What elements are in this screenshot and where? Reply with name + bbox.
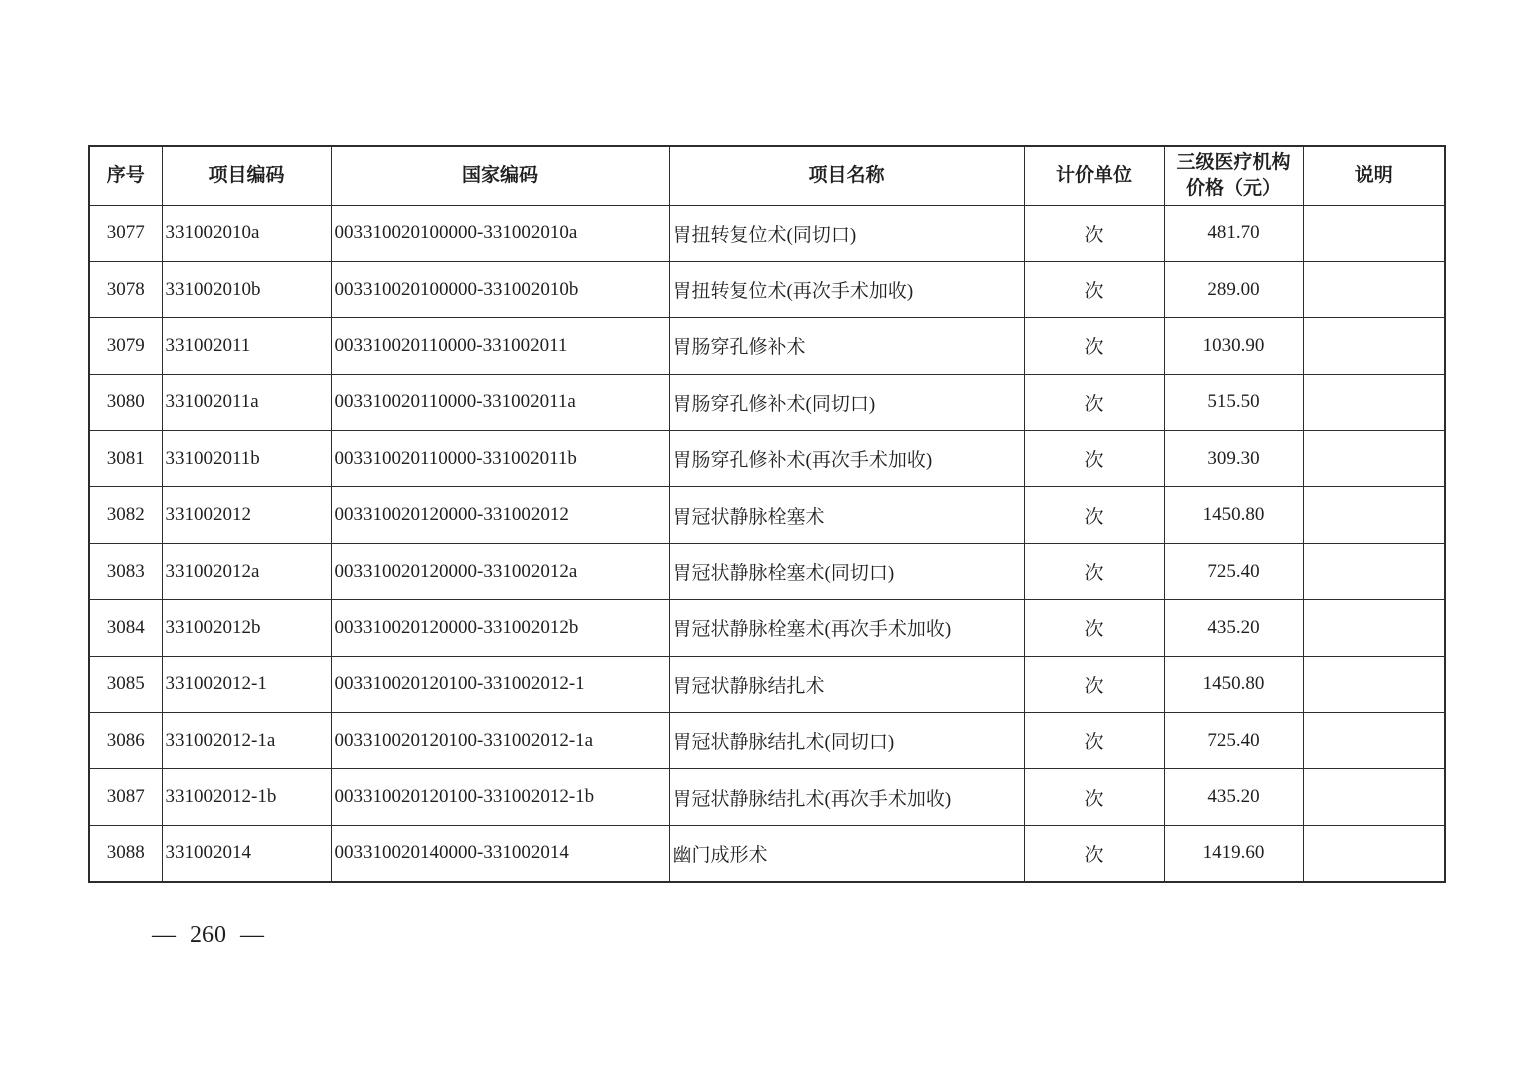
cell-seq: 3087 xyxy=(89,769,162,825)
cell-unit: 次 xyxy=(1024,318,1164,374)
cell-national-code: 003310020120000-331002012b xyxy=(331,600,669,656)
cell-item-code: 331002012-1 xyxy=(162,656,331,712)
cell-national-code: 003310020100000-331002010b xyxy=(331,261,669,317)
table-row xyxy=(89,543,1445,599)
cell-note xyxy=(1303,713,1445,769)
cell-item-name: 胃肠穿孔修补术(再次手术加收) xyxy=(669,431,1024,487)
cell-note xyxy=(1303,374,1445,430)
table-row xyxy=(89,487,1445,543)
cell-note xyxy=(1303,769,1445,825)
cell-note xyxy=(1303,600,1445,656)
cell-item-code: 331002012-1b xyxy=(162,769,331,825)
cell-note xyxy=(1303,205,1445,261)
cell-national-code: 003310020120100-331002012-1 xyxy=(331,656,669,712)
table-row xyxy=(89,318,1445,374)
table-row xyxy=(89,205,1445,261)
cell-item-code: 331002011 xyxy=(162,318,331,374)
cell-seq: 3080 xyxy=(89,374,162,430)
cell-item-name: 胃冠状静脉栓塞术 xyxy=(669,487,1024,543)
table-header-row xyxy=(89,146,1445,205)
cell-national-code: 003310020120000-331002012a xyxy=(331,543,669,599)
cell-unit: 次 xyxy=(1024,769,1164,825)
cell-unit: 次 xyxy=(1024,261,1164,317)
cell-unit: 次 xyxy=(1024,205,1164,261)
cell-note xyxy=(1303,318,1445,374)
cell-price: 481.70 xyxy=(1164,205,1303,261)
col-header-item-name: 项目名称 xyxy=(669,146,1024,205)
cell-seq: 3077 xyxy=(89,205,162,261)
cell-price: 1450.80 xyxy=(1164,656,1303,712)
cell-item-name: 胃肠穿孔修补术(同切口) xyxy=(669,374,1024,430)
table-row xyxy=(89,713,1445,769)
cell-note xyxy=(1303,543,1445,599)
cell-seq: 3083 xyxy=(89,543,162,599)
cell-item-name: 胃冠状静脉结扎术 xyxy=(669,656,1024,712)
col-header-price-line2: 价格（元） xyxy=(1185,177,1281,199)
cell-item-name: 胃扭转复位术(再次手术加收) xyxy=(669,261,1024,317)
cell-unit: 次 xyxy=(1024,487,1164,543)
cell-unit: 次 xyxy=(1024,374,1164,430)
cell-unit: 次 xyxy=(1024,543,1164,599)
cell-price: 435.20 xyxy=(1164,600,1303,656)
cell-national-code: 003310020120100-331002012-1a xyxy=(331,713,669,769)
cell-national-code: 003310020120100-331002012-1b xyxy=(331,769,669,825)
cell-price: 1030.90 xyxy=(1164,318,1303,374)
cell-unit: 次 xyxy=(1024,431,1164,487)
col-header-national-code: 国家编码 xyxy=(331,146,669,205)
cell-national-code: 003310020120000-331002012 xyxy=(331,487,669,543)
cell-item-code: 331002011a xyxy=(162,374,331,430)
table-row xyxy=(89,600,1445,656)
cell-seq: 3079 xyxy=(89,318,162,374)
cell-item-name: 胃冠状静脉栓塞术(再次手术加收) xyxy=(669,600,1024,656)
cell-national-code: 003310020110000-331002011b xyxy=(331,431,669,487)
cell-seq: 3078 xyxy=(89,261,162,317)
table-row xyxy=(89,431,1445,487)
cell-item-code: 331002010a xyxy=(162,205,331,261)
cell-item-code: 331002012b xyxy=(162,600,331,656)
price-table xyxy=(88,145,1446,883)
cell-national-code: 003310020140000-331002014 xyxy=(331,825,669,881)
cell-seq: 3081 xyxy=(89,431,162,487)
cell-item-code: 331002012a xyxy=(162,543,331,599)
cell-unit: 次 xyxy=(1024,600,1164,656)
cell-seq: 3085 xyxy=(89,656,162,712)
table-row xyxy=(89,825,1445,881)
cell-item-code: 331002010b xyxy=(162,261,331,317)
cell-price: 1450.80 xyxy=(1164,487,1303,543)
cell-national-code: 003310020100000-331002010a xyxy=(331,205,669,261)
cell-item-name: 胃扭转复位术(同切口) xyxy=(669,205,1024,261)
col-header-note: 说明 xyxy=(1303,146,1445,205)
cell-item-code: 331002014 xyxy=(162,825,331,881)
table-row xyxy=(89,261,1445,317)
col-header-seq: 序号 xyxy=(89,146,162,205)
cell-unit: 次 xyxy=(1024,713,1164,769)
cell-price: 289.00 xyxy=(1164,261,1303,317)
cell-seq: 3082 xyxy=(89,487,162,543)
cell-price: 725.40 xyxy=(1164,713,1303,769)
cell-note xyxy=(1303,656,1445,712)
cell-price: 515.50 xyxy=(1164,374,1303,430)
col-header-price-line1: 三级医疗机构 xyxy=(1176,152,1291,174)
table-row xyxy=(89,769,1445,825)
cell-item-code: 331002012-1a xyxy=(162,713,331,769)
table-header xyxy=(89,146,1445,205)
col-header-unit: 计价单位 xyxy=(1024,146,1164,205)
cell-note xyxy=(1303,487,1445,543)
cell-seq: 3086 xyxy=(89,713,162,769)
page-number xyxy=(152,922,264,949)
table-body xyxy=(89,205,1445,882)
cell-item-name: 幽门成形术 xyxy=(669,825,1024,881)
cell-item-name: 胃冠状静脉结扎术(再次手术加收) xyxy=(669,769,1024,825)
cell-item-code: 331002012 xyxy=(162,487,331,543)
cell-seq: 3084 xyxy=(89,600,162,656)
footer-left-dash: — xyxy=(152,922,176,948)
cell-price: 309.30 xyxy=(1164,431,1303,487)
cell-item-name: 胃冠状静脉结扎术(同切口) xyxy=(669,713,1024,769)
cell-item-name: 胃肠穿孔修补术 xyxy=(669,318,1024,374)
cell-note xyxy=(1303,261,1445,317)
table-row xyxy=(89,374,1445,430)
cell-price: 1419.60 xyxy=(1164,825,1303,881)
col-header-item-code: 项目编码 xyxy=(162,146,331,205)
cell-note xyxy=(1303,431,1445,487)
cell-price: 435.20 xyxy=(1164,769,1303,825)
cell-seq: 3088 xyxy=(89,825,162,881)
table-row xyxy=(89,656,1445,712)
cell-item-name: 胃冠状静脉栓塞术(同切口) xyxy=(669,543,1024,599)
cell-unit: 次 xyxy=(1024,656,1164,712)
cell-unit: 次 xyxy=(1024,825,1164,881)
footer-right-dash: — xyxy=(240,922,264,948)
cell-national-code: 003310020110000-331002011a xyxy=(331,374,669,430)
footer-page-number: 260 xyxy=(190,922,226,948)
cell-note xyxy=(1303,825,1445,881)
cell-price: 725.40 xyxy=(1164,543,1303,599)
cell-national-code: 003310020110000-331002011 xyxy=(331,318,669,374)
cell-item-code: 331002011b xyxy=(162,431,331,487)
col-header-price xyxy=(1164,146,1303,205)
